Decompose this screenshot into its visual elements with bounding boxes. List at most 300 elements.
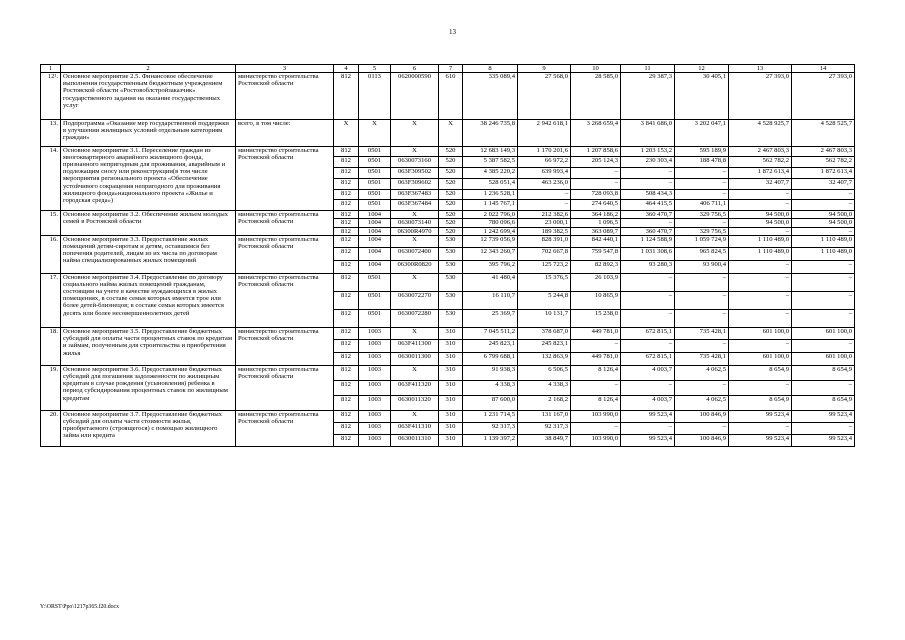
cell: 812 [334, 353, 359, 366]
col-header: 7 [439, 65, 463, 73]
cell: 0113 [359, 73, 391, 120]
cell: 0501 [359, 189, 391, 200]
cell: 520 [439, 200, 463, 211]
cell: 1 110 489,0 [729, 235, 792, 248]
cell: 780 096,6 [463, 219, 518, 227]
activity-title: Основное мероприятие 3.5. Предоставление бюджетных субсидий для оплаты части процентных ставок по кредитам и займам, полученным для строительства и приобретения жилья [61, 327, 236, 365]
budget-table [40, 64, 855, 447]
executor: министерство строительства Ростовской области [236, 273, 334, 327]
cell: – [729, 189, 792, 200]
cell: 93 900,4 [675, 261, 729, 274]
cell: 8 126,4 [571, 395, 621, 410]
row-number: 16. [41, 235, 61, 273]
cell: 93 280,3 [621, 261, 675, 274]
cell: 205 124,3 [571, 157, 621, 168]
cell: 812 [334, 380, 359, 395]
table-row [41, 410, 855, 422]
cell: 1003 [359, 327, 391, 340]
cell: 063F411320 [391, 380, 439, 395]
cell: 1004 [359, 248, 391, 261]
cell: 530 [439, 248, 463, 261]
cell: 812 [334, 434, 359, 446]
cell: 5 387 582,5 [463, 157, 518, 168]
cell: 8 654,9 [729, 365, 792, 380]
cell: 672 815,1 [621, 353, 675, 366]
cell: 1 124 588,9 [621, 235, 675, 248]
cell: 1 031 308,6 [621, 248, 675, 261]
cell: 27 393,0 [792, 73, 855, 120]
cell: 15 238,0 [571, 309, 621, 327]
cell: 2 467 803,3 [729, 146, 792, 157]
cell: 562 782,2 [792, 157, 855, 168]
cell: 1004 [359, 235, 391, 248]
cell: 329 756,5 [675, 211, 729, 219]
cell: 0630073160 [391, 157, 439, 168]
cell: 520 [439, 157, 463, 168]
cell: 310 [439, 327, 463, 340]
cell: 32 407,7 [792, 178, 855, 189]
cell: 812 [334, 200, 359, 211]
cell: 1003 [359, 380, 391, 395]
cell: 27 393,0 [729, 73, 792, 120]
header-row [41, 65, 855, 73]
cell: 15 376,5 [518, 273, 571, 291]
cell: 12 739 056,9 [463, 235, 518, 248]
cell: – [675, 219, 729, 227]
cell: 310 [439, 410, 463, 422]
row-number: 15. [41, 211, 61, 236]
cell: 520 [439, 189, 463, 200]
table-row [41, 273, 855, 291]
cell: 063F411300 [391, 340, 439, 353]
cell: 10 131,7 [518, 309, 571, 327]
cell: 063F411310 [391, 422, 439, 434]
cell: 965 824,5 [675, 248, 729, 261]
cell: 828 391,0 [518, 235, 571, 248]
cell: 0620000590 [391, 73, 439, 120]
cell: 595 189,9 [675, 146, 729, 157]
cell: 329 756,5 [675, 227, 729, 235]
row-number: 20. [41, 410, 61, 446]
cell: Х [391, 211, 439, 219]
cell: 520 [439, 178, 463, 189]
cell: 0630072270 [391, 291, 439, 309]
cell: 1 231 714,5 [463, 410, 518, 422]
cell: 360 470,7 [621, 227, 675, 235]
cell: 26 103,9 [571, 273, 621, 291]
cell: 188 478,8 [675, 157, 729, 168]
cell: – [621, 380, 675, 395]
cell: 0501 [359, 273, 391, 291]
cell: 610 [439, 73, 463, 120]
cell: 601 100,0 [792, 353, 855, 366]
activity-title: Основное мероприятие 3.6. Предоставление бюджетных субсидий для погашения задолженности по жилищным кредитам в случае рождения (усыновления) ребенка в период субсидирования процентных ставок по жилищным кредитам [61, 365, 236, 410]
cell: Х [391, 365, 439, 380]
cell: – [675, 168, 729, 179]
cell: 6 506,5 [518, 365, 571, 380]
cell: 063F367483 [391, 189, 439, 200]
cell: 759 547,8 [571, 248, 621, 261]
cell: 125 723,2 [518, 261, 571, 274]
cell: 25 369,7 [463, 309, 518, 327]
cell: 230 303,4 [621, 157, 675, 168]
cell: 0630072280 [391, 309, 439, 327]
cell: 812 [334, 227, 359, 235]
cell: 12 683 149,3 [463, 146, 518, 157]
cell: 1004 [359, 261, 391, 274]
cell: 812 [334, 327, 359, 340]
activity-title: Основное мероприятие 2.5. Финансовое обеспечение выполнения государственным бюджетным учреждением Ростовской области «Ростовоблстройзаказчик» государственного задания на оказание государственных услуг [61, 73, 236, 120]
col-header: 6 [391, 65, 439, 73]
cell: – [729, 291, 792, 309]
cell: 1 145 767,1 [463, 200, 518, 211]
cell: 100 846,9 [675, 434, 729, 446]
cell: 335 089,4 [463, 73, 518, 120]
cell: – [792, 261, 855, 274]
cell: 3 202 047,1 [675, 120, 729, 147]
cell: – [675, 380, 729, 395]
row-number: 14. [41, 146, 61, 211]
cell: 1004 [359, 227, 391, 235]
cell: 063F309602 [391, 178, 439, 189]
cell: 1 203 153,2 [621, 146, 675, 157]
cell: 562 782,2 [729, 157, 792, 168]
cell: 274 640,5 [571, 200, 621, 211]
row-number: 12¹. [41, 73, 61, 120]
cell: 0501 [359, 309, 391, 327]
cell: 91 938,3 [463, 365, 518, 380]
cell: 99 523,4 [792, 410, 855, 422]
cell: 1 872 613,4 [792, 168, 855, 179]
cell: – [675, 189, 729, 200]
cell: 310 [439, 365, 463, 380]
cell: 1003 [359, 340, 391, 353]
cell: 16 110,7 [463, 291, 518, 309]
cell: 92 317,3 [518, 422, 571, 434]
cell: 063F367484 [391, 200, 439, 211]
cell: 0501 [359, 146, 391, 157]
cell: – [621, 340, 675, 353]
cell: 82 892,3 [571, 261, 621, 274]
cell: 463 236,0 [518, 178, 571, 189]
cell: 94 500,0 [729, 219, 792, 227]
cell: 520 [439, 227, 463, 235]
cell: 1003 [359, 410, 391, 422]
cell: – [675, 422, 729, 434]
cell: – [675, 309, 729, 327]
cell: – [621, 309, 675, 327]
cell: 189 382,5 [518, 227, 571, 235]
cell: – [675, 291, 729, 309]
cell: 1003 [359, 422, 391, 434]
cell: 28 585,0 [571, 73, 621, 120]
cell: – [792, 291, 855, 309]
cell: 1 110 489,0 [792, 235, 855, 248]
cell: 601 100,0 [729, 327, 792, 340]
cell: 672 815,1 [621, 327, 675, 340]
activity-title: Основное мероприятие 3.1. Переселение граждан из многоквартирного аварийного жилищного фонда, признанного непригодным для проживания, аварийным и подлежащим сносу или реконструкции(в том числе мероприятия регионального проекта «Обеспечение устойчивого сокращения непригодного для проживания жилищного фонда»национального проекта «Жилье и городская среда») [61, 146, 236, 211]
cell: 4 003,7 [621, 395, 675, 410]
cell: 0630011310 [391, 434, 439, 446]
cell: 812 [334, 248, 359, 261]
cell: 310 [439, 380, 463, 395]
file-path-footer: Y:\ORST\Ppo\1217p365.f20.docx [40, 604, 120, 610]
cell: 1 242 699,4 [463, 227, 518, 235]
cell: – [729, 227, 792, 235]
cell: 063F309502 [391, 168, 439, 179]
cell: – [729, 200, 792, 211]
cell: 812 [334, 157, 359, 168]
cell: 530 [439, 309, 463, 327]
cell: 2 942 618,1 [518, 120, 571, 147]
cell: 406 711,1 [675, 200, 729, 211]
cell: 3 268 659,4 [571, 120, 621, 147]
col-header: 9 [518, 65, 571, 73]
cell: Х [391, 120, 439, 147]
cell: – [792, 309, 855, 327]
cell: – [571, 380, 621, 395]
cell: 2 168,2 [518, 395, 571, 410]
cell: – [729, 340, 792, 353]
cell: – [621, 178, 675, 189]
table-row [41, 235, 855, 248]
cell: 812 [334, 395, 359, 410]
col-header: 8 [463, 65, 518, 73]
cell: – [675, 178, 729, 189]
activity-title: Основное мероприятие 3.3. Предоставление жилых помещений детям-сиротам и детям, оставшимся без попечения родителей, лицам из их числа по договорам найма специализированных жилых помещений [61, 235, 236, 273]
cell: 8 654,9 [792, 395, 855, 410]
cell: 812 [334, 73, 359, 120]
cell: – [792, 273, 855, 291]
cell: 735 428,1 [675, 353, 729, 366]
cell: 812 [334, 340, 359, 353]
cell: 1004 [359, 211, 391, 219]
executor: всего, в том числе: [236, 120, 334, 147]
executor: министерство строительства Ростовской области [236, 235, 334, 273]
col-header: 4 [334, 65, 359, 73]
cell: 4 338,3 [518, 380, 571, 395]
cell: – [675, 273, 729, 291]
cell: – [792, 189, 855, 200]
cell: – [792, 227, 855, 235]
cell: – [571, 340, 621, 353]
cell: 4 385 220,2 [463, 168, 518, 179]
cell: 1 139 397,2 [463, 434, 518, 446]
cell: 812 [334, 422, 359, 434]
cell: 131 167,0 [518, 410, 571, 422]
cell: 8 654,9 [729, 395, 792, 410]
cell: 601 100,0 [792, 327, 855, 340]
cell: 1004 [359, 219, 391, 227]
cell: 395 796,2 [463, 261, 518, 274]
cell: 4 062,5 [675, 365, 729, 380]
cell: 4 003,7 [621, 365, 675, 380]
cell: 66 972,2 [518, 157, 571, 168]
cell: – [729, 273, 792, 291]
cell: 530 [439, 261, 463, 274]
cell: 2 022 796,0 [463, 211, 518, 219]
cell: 520 [439, 211, 463, 219]
cell: 38 246 735,8 [463, 120, 518, 147]
cell: 32 407,7 [729, 178, 792, 189]
row-number: 18. [41, 327, 61, 365]
cell: – [571, 178, 621, 189]
cell: 812 [334, 146, 359, 157]
cell: 6 799 688,1 [463, 353, 518, 366]
cell: 23 000,1 [518, 219, 571, 227]
cell: – [518, 200, 571, 211]
cell: 99 523,4 [621, 410, 675, 422]
cell: 245 823,1 [463, 340, 518, 353]
cell: 0630073140 [391, 219, 439, 227]
cell: 4 528 925,7 [729, 120, 792, 147]
cell: 1003 [359, 365, 391, 380]
cell: 528 051,4 [463, 178, 518, 189]
cell: 99 523,4 [729, 410, 792, 422]
cell: 812 [334, 273, 359, 291]
col-header: 10 [571, 65, 621, 73]
cell: 360 470,7 [621, 211, 675, 219]
cell: 310 [439, 422, 463, 434]
cell: 812 [334, 219, 359, 227]
cell: 520 [439, 219, 463, 227]
cell: – [729, 261, 792, 274]
cell: 378 687,0 [518, 327, 571, 340]
cell: 0630011300 [391, 353, 439, 366]
cell: 702 667,8 [518, 248, 571, 261]
cell: Х [391, 410, 439, 422]
cell: 0501 [359, 178, 391, 189]
executor: министерство строительства Ростовской области [236, 410, 334, 446]
cell: 99 523,4 [621, 434, 675, 446]
cell: – [729, 309, 792, 327]
cell: 92 317,3 [463, 422, 518, 434]
cell: 132 863,9 [518, 353, 571, 366]
cell: Х [391, 235, 439, 248]
row-number: 17. [41, 273, 61, 327]
cell: 1003 [359, 353, 391, 366]
cell: 0630072400 [391, 248, 439, 261]
executor: министерство строительства Ростовской области [236, 73, 334, 120]
row-number: 19. [41, 365, 61, 410]
cell: 812 [334, 410, 359, 422]
cell: 449 781,0 [571, 353, 621, 366]
cell: – [729, 422, 792, 434]
row-number: 13. [41, 120, 61, 147]
cell: 1 059 724,9 [675, 235, 729, 248]
cell: 1 207 858,6 [571, 146, 621, 157]
cell: 1 110 489,0 [729, 248, 792, 261]
col-header: 13 [729, 65, 792, 73]
cell: 1003 [359, 395, 391, 410]
cell: Х [334, 120, 359, 147]
cell: 2 467 803,3 [792, 146, 855, 157]
cell: 728 093,8 [571, 189, 621, 200]
cell: 38 849,7 [518, 434, 571, 446]
cell: 0501 [359, 291, 391, 309]
executor: министерство строительства Ростовской области [236, 327, 334, 365]
cell: 812 [334, 291, 359, 309]
col-header: 3 [236, 65, 334, 73]
col-header: 14 [792, 65, 855, 73]
table-body [41, 73, 855, 447]
cell: 363 089,7 [571, 227, 621, 235]
cell: 212 382,6 [518, 211, 571, 219]
cell: 735 428,1 [675, 327, 729, 340]
cell: 4 338,3 [463, 380, 518, 395]
cell: 449 781,0 [571, 327, 621, 340]
cell: 520 [439, 168, 463, 179]
cell: 812 [334, 168, 359, 179]
cell: 99 523,4 [792, 434, 855, 446]
cell: 30 405,1 [675, 73, 729, 120]
cell: 639 993,4 [518, 168, 571, 179]
cell: 06300R0820 [391, 261, 439, 274]
cell: Х [359, 120, 391, 147]
activity-title: Основное мероприятие 3.7. Предоставление бюджетных субсидий для оплаты части стоимости жилья, приобретаемого (строящегося) с помощью жилищного займа или кредита [61, 410, 236, 446]
cell: 12 343 260,7 [463, 248, 518, 261]
cell: – [621, 422, 675, 434]
cell: – [792, 200, 855, 211]
cell: 1 236 528,1 [463, 189, 518, 200]
cell: 508 434,3 [621, 189, 675, 200]
cell: 812 [334, 309, 359, 327]
cell: – [729, 380, 792, 395]
executor: министерство строительства Ростовской области [236, 211, 334, 236]
cell: – [571, 168, 621, 179]
cell: 94 500,0 [792, 211, 855, 219]
cell: 103 990,0 [571, 434, 621, 446]
cell: 310 [439, 340, 463, 353]
cell: 10 865,9 [571, 291, 621, 309]
col-header: 5 [359, 65, 391, 73]
cell: 4 528 525,7 [792, 120, 855, 147]
cell: Х [391, 273, 439, 291]
cell: 87 600,0 [463, 395, 518, 410]
cell: – [621, 219, 675, 227]
cell: 29 387,3 [621, 73, 675, 120]
cell: 812 [334, 235, 359, 248]
executor: министерство строительства Ростовской области [236, 365, 334, 410]
cell: Х [439, 120, 463, 147]
executor: министерство строительства Ростовской области [236, 146, 334, 211]
cell: 310 [439, 434, 463, 446]
cell: 812 [334, 189, 359, 200]
cell: 1 872 613,4 [729, 168, 792, 179]
cell: 812 [334, 365, 359, 380]
cell: 464 415,5 [621, 200, 675, 211]
activity-title: Подпрограмма «Оказание мер государственной поддержки в улучшении жилищных условий отдельным категориям граждан» [61, 120, 236, 147]
cell: 0630011320 [391, 395, 439, 410]
cell: 7 045 511,2 [463, 327, 518, 340]
table-row [41, 211, 855, 219]
table-row [41, 327, 855, 340]
cell: 245 823,1 [518, 340, 571, 353]
cell: 530 [439, 291, 463, 309]
cell: 5 244,8 [518, 291, 571, 309]
cell: 1 096,5 [571, 219, 621, 227]
cell: – [792, 340, 855, 353]
cell: 812 [334, 261, 359, 274]
cell: 94 500,0 [792, 219, 855, 227]
cell: 94 500,0 [729, 211, 792, 219]
cell: 310 [439, 395, 463, 410]
cell: 310 [439, 353, 463, 366]
cell: – [621, 291, 675, 309]
table-row [41, 365, 855, 380]
cell: – [518, 189, 571, 200]
cell: 8 126,4 [571, 365, 621, 380]
